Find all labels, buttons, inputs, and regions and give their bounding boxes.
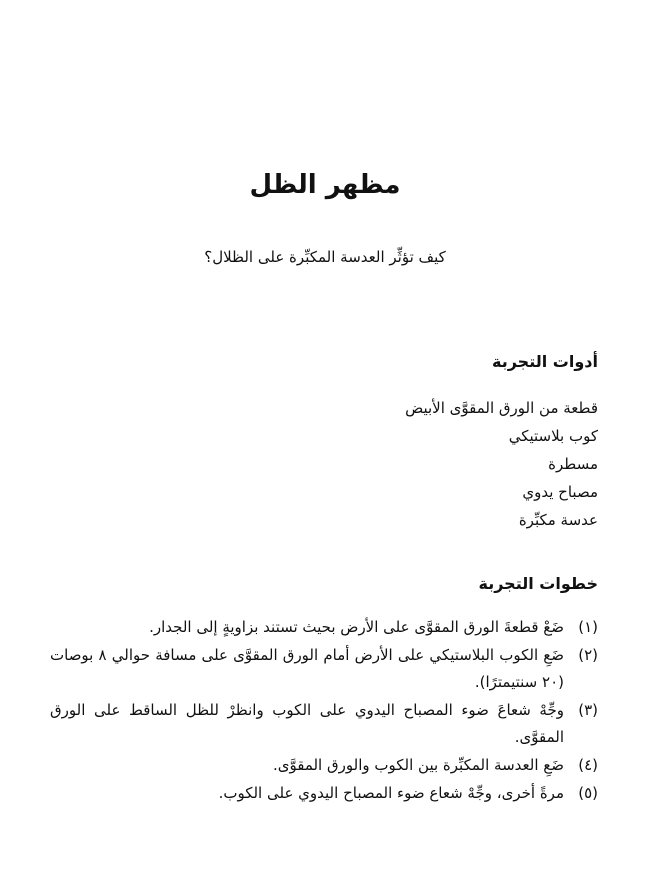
page-title: مظهر الظل bbox=[249, 170, 401, 200]
step-text: وجِّهْ شعاعَ ضوء المصباح اليدوي على الكوب وانظرْ للظل الساقط على الورق المقوَّى. bbox=[50, 701, 564, 746]
step-text: مرةً أخرى، وجِّهْ شعاع ضوء المصباح اليدوي على الكوب. bbox=[218, 784, 564, 802]
tool-item: كوب بلاستيكي bbox=[508, 427, 598, 445]
tools-list bbox=[405, 394, 598, 534]
step-number: (٢) bbox=[578, 646, 598, 664]
step-number: (٥) bbox=[578, 784, 598, 802]
step-item bbox=[50, 780, 598, 807]
tool-item: مصباح يدوي bbox=[522, 483, 598, 501]
tools-heading: أدوات التجربة bbox=[492, 352, 598, 371]
steps-list bbox=[50, 614, 598, 808]
step-number: (١) bbox=[578, 618, 598, 636]
page-subtitle: كيف تؤثِّر العدسة المكبِّرة على الظلال؟ bbox=[204, 248, 446, 266]
step-text: ضَعِ العدسة المكبِّرة بين الكوب والورق المقوَّى. bbox=[272, 756, 564, 774]
steps-heading: خطوات التجربة bbox=[478, 574, 598, 593]
step-text: ضَعْ قطعةَ الورق المقوَّى على الأرض بحيث تستند بزاويةٍ إلى الجدار. bbox=[149, 618, 564, 636]
step-number: (٤) bbox=[578, 756, 598, 774]
step-text: ضَعِ الكوب البلاستيكي على الأرض أمام الورق المقوَّى على مسافة حوالي ٨ بوصات (٢٠ سنتيمترًا). bbox=[50, 646, 565, 691]
tool-item: مسطرة bbox=[548, 455, 598, 473]
step-number: (٣) bbox=[578, 701, 598, 719]
tool-item: عدسة مكبِّرة bbox=[518, 511, 598, 529]
step-item bbox=[50, 614, 598, 641]
step-item bbox=[50, 697, 598, 751]
step-item bbox=[50, 642, 598, 696]
tool-item: قطعة من الورق المقوَّى الأبيض bbox=[405, 399, 598, 417]
step-item bbox=[50, 752, 598, 779]
